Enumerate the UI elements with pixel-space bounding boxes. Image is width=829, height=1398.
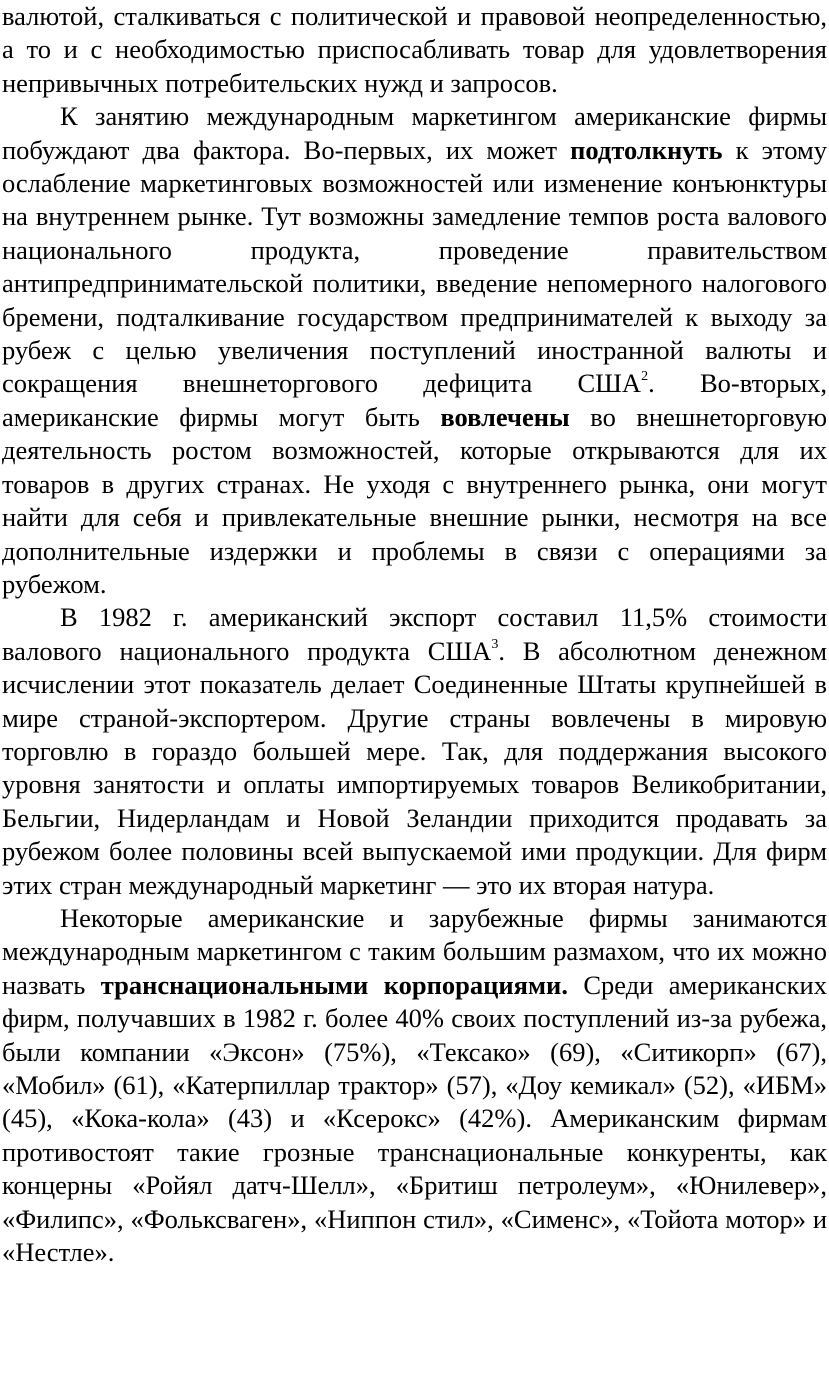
- paragraph-text: во внешнеторговую деятельность ростом возможностей, которые открываются для их товаров в других странах. Не уходя с внутреннего рынка, они могут найти для себя и привлекательные внешние рынки, несмотря на все дополнительные издержки и проблемы в связи с операциями за рубежом.: [2, 401, 828, 599]
- paragraph-factors: [2, 100, 827, 601]
- paragraph-text: к этому ослабление маркетинговых возможностей или изменение конъюнктуры на внутреннем рынке. Тут возможны замедление темпов роста валового национального продукта, проведение правительством антипредпринимательской политики, введение непомерного налогового бремени, подталкивание государством предпринимателей к выходу за рубеж с целью увеличения поступлений иностранной валюты и сокращения внешнеторгового дефицита США: [2, 134, 828, 399]
- paragraph-text: В 1982 г. американский экспорт составил 11,5% стоимости валового национального продукта США: [2, 602, 827, 666]
- paragraph-text: . Во-вторых, американские фирмы могут быть: [2, 368, 828, 432]
- bold-term-transnational: транснациональными корпорациями.: [100, 969, 568, 1000]
- paragraph-text: Некоторые американские и зарубежные фирмы занимаются международным маркетингом с таким большим размахом, что их можно назвать: [2, 902, 827, 1000]
- paragraph-transnational: [2, 902, 827, 1269]
- paragraph-text: . В абсолютном денежном исчислении этот показатель делает Соединенные Штаты крупнейшей в мире страной-экспортером. Другие страны вовлечены в мировую торговлю в гораздо большей мере. Так, для поддержания высокого уровня занятости и оплаты импортируемых товаров Великобритании, Бельгии, Нидерландам и Новой Зеландии приходится продавать за рубежом более половины всей выпускаемой ими продукции. Для фирм этих стран международный маркетинг — это их вторая натура.: [2, 635, 827, 900]
- paragraph-text: Среди американских фирм, получавших в 1982 г. более 40% своих поступлений из-за рубежа, были компании «Эксон» (75%), «Тексако» (69), «Ситикорп» (67), «Мобил» (61), «Катерпиллар трактор» (57), «Доу кемикал» (52), «ИБМ» (45), «Кока-кола» (43) и «Ксерокс» (42%). Американским фирмам противостоят такие грозные транснациональные конкуренты, как концерны «Ройял датч-Шелл», «Бритиш петролеум», «Юнилевер», «Филипс», «Фольксваген», «Ниппон стил», «Сименс», «Тойота мотор» и «Нестле».: [2, 969, 827, 1268]
- paragraph-text: К занятию международным маркетингом американские фирмы побуждают два фактора. Во-первых, их может: [2, 101, 827, 165]
- paragraph-continuation: [2, 0, 827, 100]
- bold-term-involved: вовлечены: [440, 401, 570, 432]
- footnote-ref-3: 3: [491, 636, 499, 652]
- paragraph-text: валютой, сталкиваться с политической и правовой неопределенностью, а то и с необходимостью приспосабливать товар для удовлетворения непривычных потребительских нужд и запросов.: [2, 1, 827, 98]
- footnote-ref-2: 2: [641, 369, 649, 385]
- bold-term-push: подтолкнуть: [570, 134, 723, 165]
- paragraph-export: [2, 601, 827, 902]
